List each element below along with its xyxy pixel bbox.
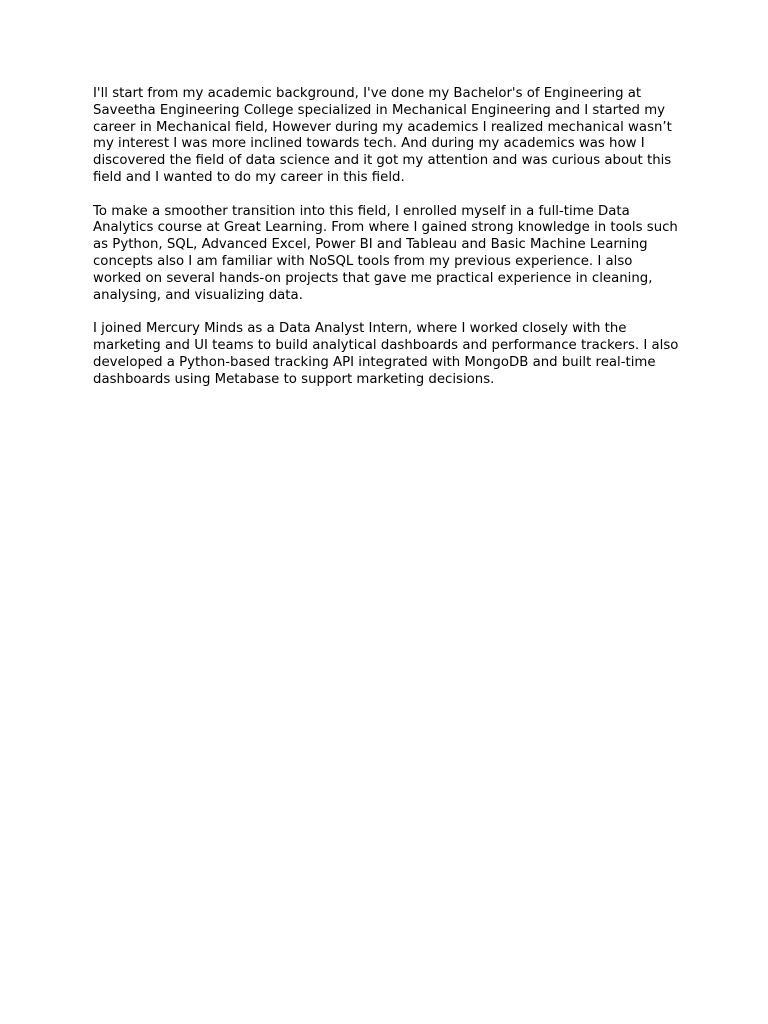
paragraph-academic-background: I'll start from my academic background, I've done my Bachelor's of Engineering at Saveetha Engineering College specialized in Mechanical Engineering and I started my career in Mechanical field, However during my academics I realized mechanical wasn’t my interest I was more inclined towards tech. And during my academics was how I discovered the field of data science and it got my attention and was curious about this field and I wanted to do my career in this field. [93,86,672,185]
document-body [93,86,683,388]
paragraph-transition: To make a smoother transition into this field, I enrolled myself in a full-time Data Analytics course at Great Learning. From where I gained strong knowledge in tools such as Python, SQL, Advanced Excel, Power BI and Tableau and Basic Machine Learning concepts also I am familiar with NoSQL tools from my previous experience. I also worked on several hands-on projects that gave me practical experience in cleaning, analysing, and visualizing data. [93,203,678,303]
paragraph-internship: I joined Mercury Minds as a Data Analyst Intern, where I worked closely with the marketing and UI teams to build analytical dashboards and performance trackers. I also developed a Python-based tracking API integrated with MongoDB and built real-time dashboards using Metabase to support marketing decisions. [93,321,679,387]
